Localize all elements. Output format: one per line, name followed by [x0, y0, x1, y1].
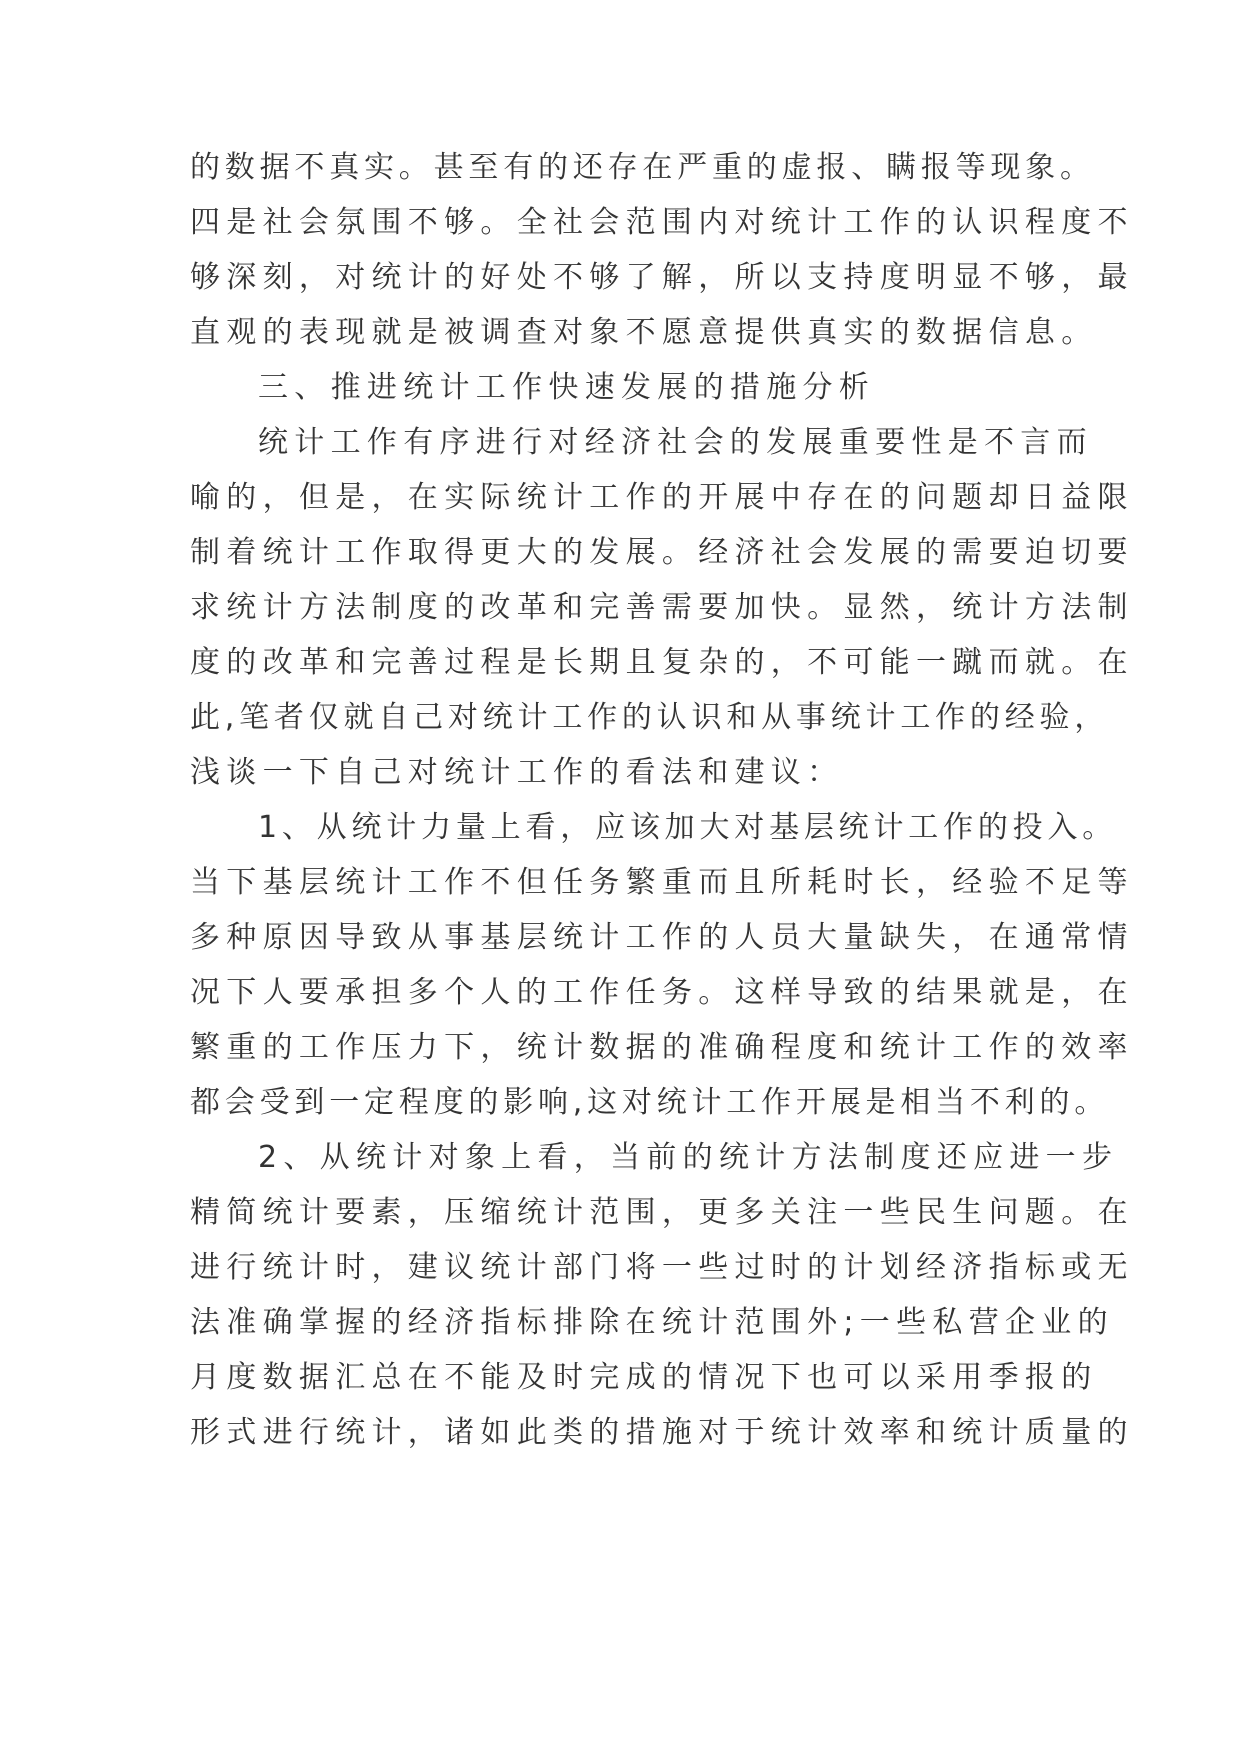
text-line: 够深刻，对统计的好处不够了解，所以支持度明显不够，最	[190, 260, 1134, 295]
text-line: 制着统计工作取得更大的发展。经济社会发展的需要迫切要	[190, 535, 1134, 570]
text-line: 此,笔者仅就自己对统计工作的认识和从事统计工作的经验，	[190, 700, 1110, 735]
text-line: 月度数据汇总在不能及时完成的情况下也可以采用季报的	[190, 1360, 1098, 1395]
text-line: 繁重的工作压力下，统计数据的准确程度和统计工作的效率	[190, 1030, 1134, 1065]
list-item-2: 2、从统计对象上看，当前的统计方法制度还应进一步	[258, 1140, 1119, 1175]
text-line: 的数据不真实。甚至有的还存在严重的虚报、瞒报等现象。	[190, 150, 1095, 185]
text-line: 直观的表现就是被调查对象不愿意提供真实的数据信息。	[190, 315, 1098, 350]
text-line: 进行统计时，建议统计部门将一些过时的计划经济指标或无	[190, 1250, 1134, 1285]
text-line: 浅谈一下自己对统计工作的看法和建议：	[190, 755, 844, 790]
section-heading: 三、推进统计工作快速发展的措施分析	[258, 370, 876, 405]
text-line: 喻的，但是，在实际统计工作的开展中存在的问题却日益限	[190, 480, 1134, 515]
text-line: 都会受到一定程度的影响,这对统计工作开展是相当不利的。	[190, 1085, 1110, 1120]
text-line: 况下人要承担多个人的工作任务。这样导致的结果就是，在	[190, 975, 1134, 1010]
text-line: 形式进行统计，诸如此类的措施对于统计效率和统计质量的	[190, 1415, 1134, 1450]
text-line: 当下基层统计工作不但任务繁重而且所耗时长，经验不足等	[190, 865, 1134, 900]
text-line: 法准确掌握的经济指标排除在统计范围外;一些私营企业的	[190, 1305, 1114, 1340]
text-line: 统计工作有序进行对经济社会的发展重要性是不言而	[258, 425, 1093, 460]
text-line: 求统计方法制度的改革和完善需要加快。显然，统计方法制	[190, 590, 1134, 625]
text-line: 精简统计要素，压缩统计范围，更多关注一些民生问题。在	[190, 1195, 1134, 1230]
text-line: 多种原因导致从事基层统计工作的人员大量缺失，在通常情	[190, 920, 1134, 955]
text-line: 四是社会氛围不够。全社会范围内对统计工作的认识程度不	[190, 205, 1134, 240]
list-item-1: 1、从统计力量上看，应该加大对基层统计工作的投入。	[258, 810, 1118, 845]
text-line: 度的改革和完善过程是长期且复杂的，不可能一蹴而就。在	[190, 645, 1134, 680]
